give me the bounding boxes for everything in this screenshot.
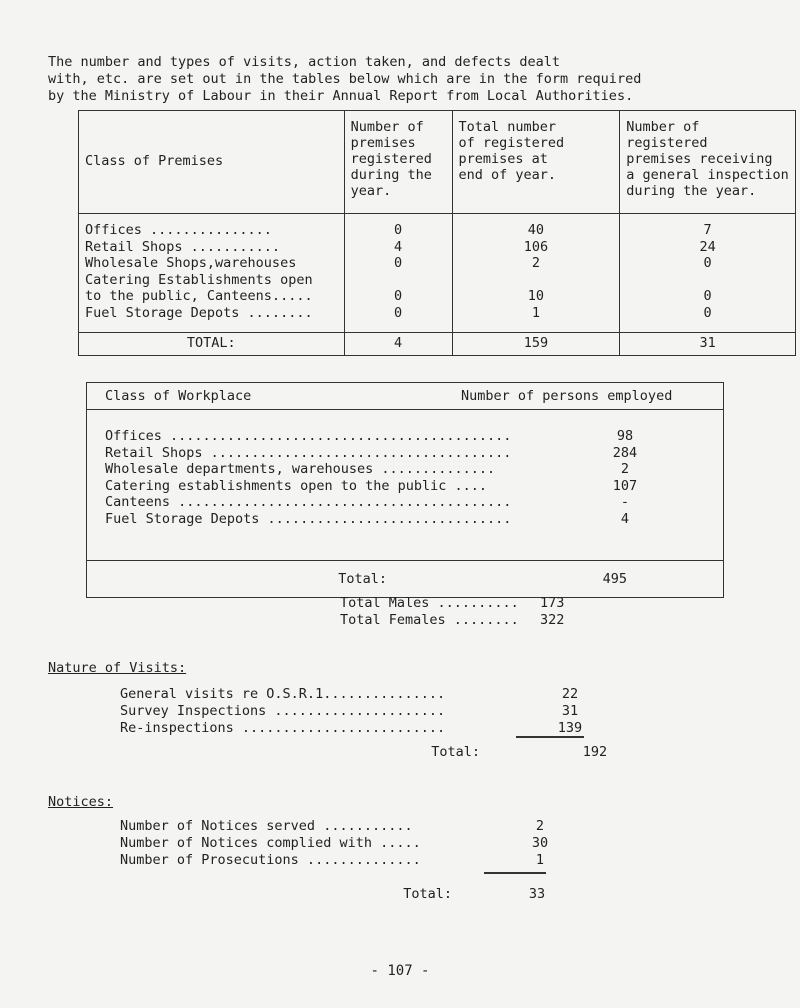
intro-line: by the Ministry of Labour in their Annual Report from Local Authorities. xyxy=(48,88,634,104)
list-item xyxy=(120,686,600,703)
workplace-header-class: Class of Workplace xyxy=(105,388,252,404)
premises-total-column xyxy=(452,214,620,333)
list-item xyxy=(120,818,570,835)
header-line: registered xyxy=(626,135,708,151)
workplace-count-cell: 284 xyxy=(612,444,638,461)
header-line: of registered xyxy=(458,135,565,151)
notices-total xyxy=(120,886,592,903)
header-line: a general inspection xyxy=(626,167,789,183)
premises-total-cell: 10 xyxy=(527,288,545,304)
table-row xyxy=(87,461,723,478)
premises-inspected-column xyxy=(620,214,796,333)
header-line: Number of xyxy=(626,119,700,135)
notice-value: 2 xyxy=(535,818,545,834)
workplace-total-row xyxy=(87,561,724,598)
premises-inspected-cell: 0 xyxy=(703,255,712,271)
visits-list xyxy=(120,686,600,737)
workplace-class-cell: Wholesale departments, warehouses .............. xyxy=(105,461,496,477)
workplace-class-cell: Offices .......................................... xyxy=(105,428,512,444)
header-line: end of year. xyxy=(458,167,557,183)
premises-total-registered: 4 xyxy=(344,333,452,356)
visits-total-value: 192 xyxy=(582,744,608,760)
visits-heading: Nature of Visits: xyxy=(48,660,187,676)
premises-total-cell xyxy=(453,272,620,289)
premises-total-total: 159 xyxy=(452,333,620,356)
notices-list xyxy=(120,818,570,869)
table-row xyxy=(87,428,723,445)
workplace-table xyxy=(86,382,724,598)
header-line: premises xyxy=(350,135,416,151)
workplace-total xyxy=(87,561,724,598)
list-item xyxy=(340,612,620,629)
page-number: - 107 - xyxy=(370,963,430,979)
premises-class-cell: Offices ............... xyxy=(85,222,272,238)
premises-total-cell: 2 xyxy=(531,255,540,271)
visits-total xyxy=(120,744,680,761)
list-item xyxy=(120,852,570,869)
premises-total-cell: 40 xyxy=(527,222,545,238)
list-item xyxy=(120,835,570,852)
list-item xyxy=(120,720,600,737)
list-item xyxy=(120,703,600,720)
header-line: premises at xyxy=(458,151,548,167)
premises-registered-cell: 0 xyxy=(393,288,403,304)
workplace-class-cell: Fuel Storage Depots .............................. xyxy=(105,510,512,527)
notice-value: 1 xyxy=(535,852,545,868)
notice-label: Number of Prosecutions .............. xyxy=(120,852,421,868)
workplace-body-row xyxy=(87,410,724,561)
notice-value: 30 xyxy=(531,835,549,851)
premises-inspected-cell xyxy=(620,272,795,289)
header-line: during the year. xyxy=(626,183,757,199)
table-row xyxy=(87,494,723,511)
premises-table xyxy=(78,110,796,356)
workplace-header-row xyxy=(87,383,724,410)
premises-registered-cell: 0 xyxy=(393,222,403,238)
intro-line: The number and types of visits, action taken, and defects dealt xyxy=(48,54,561,70)
intro-paragraph xyxy=(48,54,778,105)
workplace-count-cell: 2 xyxy=(620,461,630,477)
table-row xyxy=(87,511,723,528)
header-line: year. xyxy=(350,183,392,199)
workplace-class-cell: Catering establishments open to the public .... xyxy=(105,477,488,494)
sex-total-value: 322 xyxy=(540,612,565,628)
premises-total-label: TOTAL: xyxy=(79,333,345,356)
notices-total-value: 33 xyxy=(528,886,546,902)
visit-value: 31 xyxy=(561,703,579,719)
premises-class-cell: Wholesale Shops,warehouses xyxy=(85,255,297,271)
premises-registered-cell xyxy=(345,272,452,289)
sex-total-value: 173 xyxy=(540,595,565,611)
sex-total-label: Total Males .......... xyxy=(340,595,519,611)
workplace-total-label: Total: xyxy=(338,570,387,587)
workplace-count-cell: 107 xyxy=(612,477,638,494)
workplace-count-cell: - xyxy=(620,494,630,510)
notices-heading: Notices: xyxy=(48,794,114,810)
premises-header-row xyxy=(79,111,796,214)
visit-label: Survey Inspections ..................... xyxy=(120,703,446,719)
table-row xyxy=(87,478,723,495)
visit-value: 139 xyxy=(557,720,583,736)
premises-total-inspected: 31 xyxy=(620,333,796,356)
premises-class-cell: Fuel Storage Depots ........ xyxy=(85,304,313,321)
notice-label: Number of Notices served ........... xyxy=(120,818,413,834)
workplace-count-cell: 98 xyxy=(616,428,634,444)
premises-header-registered xyxy=(344,111,452,214)
premises-class-column xyxy=(79,214,345,333)
premises-inspected-cell: 24 xyxy=(699,238,716,255)
workplace-header-count: Number of persons employed xyxy=(461,388,673,404)
visits-total-label: Total: xyxy=(431,744,480,760)
sex-total-label: Total Females ........ xyxy=(340,612,519,628)
sex-totals xyxy=(340,595,620,629)
header-line: Total number xyxy=(458,119,557,135)
notices-rule xyxy=(484,872,546,874)
premises-registered-cell: 4 xyxy=(393,238,403,255)
notices-total-label: Total: xyxy=(403,886,452,902)
visits-rule xyxy=(516,736,584,738)
workplace-class-cell: Retail Shops ..................................... xyxy=(105,444,512,461)
premises-registered-cell: 0 xyxy=(393,255,403,271)
table-row xyxy=(87,445,723,462)
workplace-total-value: 495 xyxy=(602,570,627,587)
workplace-class-cell: Canteens ......................................... xyxy=(105,494,512,510)
premises-class-cell: Catering Establishments open xyxy=(85,271,313,288)
header-line: Number of xyxy=(350,119,424,135)
premises-header-class: Class of Premises xyxy=(79,111,345,214)
workplace-count-cell: 4 xyxy=(620,510,630,527)
premises-class-cell: Retail Shops ........... xyxy=(85,238,281,255)
workplace-body xyxy=(87,410,724,561)
visit-label: General visits re O.S.R.1............... xyxy=(120,686,446,702)
premises-class-cell: to the public, Canteens..... xyxy=(85,288,313,304)
header-line: during the xyxy=(350,167,432,183)
premises-header-inspected xyxy=(620,111,796,214)
premises-header-total xyxy=(452,111,620,214)
visit-value: 22 xyxy=(561,686,579,702)
premises-inspected-cell: 0 xyxy=(703,288,712,304)
intro-line: with, etc. are set out in the tables below which are in the form required xyxy=(48,71,642,87)
list-item xyxy=(340,595,620,612)
premises-total-cell: 1 xyxy=(531,304,540,321)
premises-body-row xyxy=(79,214,796,333)
notice-label: Number of Notices complied with ..... xyxy=(120,835,421,851)
premises-total-row xyxy=(79,333,796,356)
premises-inspected-cell: 7 xyxy=(703,222,712,238)
header-line: registered xyxy=(350,151,432,167)
premises-inspected-cell: 0 xyxy=(703,304,712,321)
premises-registered-cell: 0 xyxy=(393,304,403,321)
header-line: premises receiving xyxy=(626,151,773,167)
workplace-header xyxy=(87,383,724,410)
visit-label: Re-inspections ......................... xyxy=(120,720,446,736)
premises-registered-column xyxy=(344,214,452,333)
premises-total-cell: 106 xyxy=(523,238,549,255)
